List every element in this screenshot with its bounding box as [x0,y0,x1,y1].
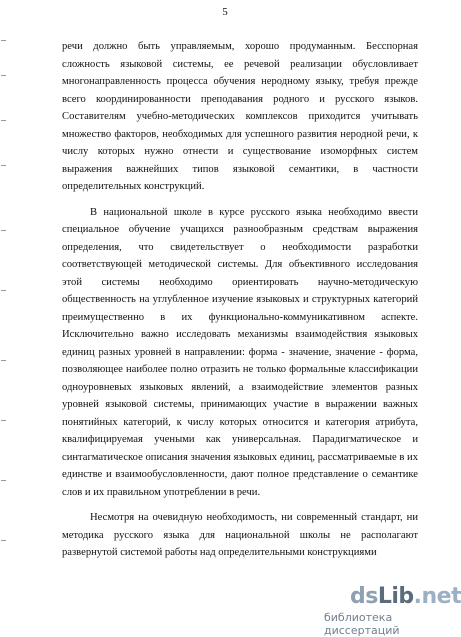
dslib-logo: dsLib.net [350,584,461,609]
dslib-watermark [300,579,461,637]
page-number: 5 [222,6,228,18]
dslib-subtitle: библиотека диссертаций [324,611,400,637]
scan-margin-marks [0,0,10,628]
paragraph-2: В национальной школе в курсе русского языка необходимо ввести специальное обучение учащихся разнообразным средствам выражения определения, что свидетельствует о необходимости разработки соответствующей методической системы. Для объективного исследования этой системы необходимо ориентировать научно-методическую общественность на углубленное изучение языковых и структурных категорий преимущественно в их функционально-коммуникативном аспекте. Исключительно важно исследовать механизмы взаимодействия языковых единиц разных уровней в направлении: форма - значение, значение - форма, позволяющее наиболее полно отразить не только формальные классификации одноуровневых языковых явлений, а взаимодействие элементов разных уровней языковой системы, принимающих участие в выражении важных понятийных категорий, к числу которых относится и категория атрибута, квалифицируемая учеными как универсальная. Парадигматическое и синтагматическое описания значения языковых единиц, рассматриваемые в их единстве и взаимообусловленности, дают полное представление о семантике слов и их правильном употреблении в речи. [62,206,418,498]
paragraph-1: речи должно быть управляемым, хорошо продуманным. Бесспорная сложность языковой системы, ее речевой реализации обусловливает многонаправленность процесса обучения неродному языку, требуя прежде всего координированности преподавания родного и русского языков. Составителям учебно-методических комплексов приходится учитывать множество факторов, необходимых для успешного развития неродной речи, к числу которых нужно отнести и существование изоморфных систем выражения важнейших типов языковой семантики, в частности определительных конструкций. [62,41,418,192]
document-body [62,38,418,562]
paragraph-3: Несмотря на очевидную необходимость, ни современный стандарт, ни методика русского языка для национальной школы не располагают развернутой системой работы над определительными конструкциями [62,512,418,558]
